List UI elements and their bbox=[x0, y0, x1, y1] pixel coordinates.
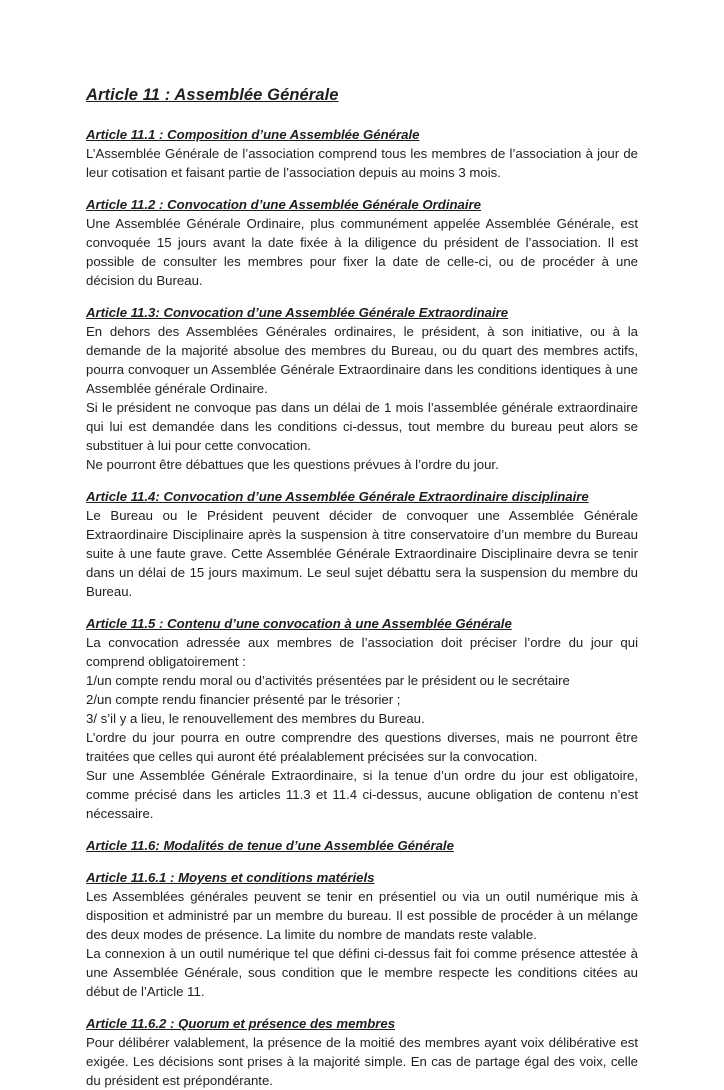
paragraph: Une Assemblée Générale Ordinaire, plus communément appelée Assemblée Générale, est convoquée 15 jours avant la date fixée à la diligence du président de l’association. Il est possible de consulter les membres pour fixer la date de celle-ci, ou de procéder à une décision du Bureau. bbox=[86, 216, 638, 288]
list-item: 2/un compte rendu financier présenté par le trésorier ; bbox=[86, 692, 401, 707]
section-heading-article-11-6: Article 11.6: Modalités de tenue d’une Assemblée Générale bbox=[86, 838, 454, 853]
section-article-11-1 bbox=[86, 125, 638, 182]
paragraph: L’Assemblée Générale de l’association comprend tous les membres de l’association à jour de leur cotisation et faisant partie de l’association depuis au moins 3 mois. bbox=[86, 146, 638, 180]
list-item: 3/ s’il y a lieu, le renouvellement des membres du Bureau. bbox=[86, 711, 425, 726]
section-article-11-5 bbox=[86, 614, 638, 823]
page-title: Article 11 : Assemblée Générale bbox=[86, 86, 339, 104]
list-item: 1/un compte rendu moral ou d’activités présentées par le président ou le secrétaire bbox=[86, 673, 570, 688]
paragraph: Pour délibérer valablement, la présence de la moitié des membres ayant voix délibérative est exigée. Les décisions sont prises à la majorité simple. En cas de partage égal des voix, celle du président est prépondérante. bbox=[86, 1035, 638, 1088]
paragraph: Si le président ne convoque pas dans un délai de 1 mois l’assemblée générale extraordinaire qui lui est demandée dans les conditions ci-dessus, tout membre du bureau peut alors se substituer à lui pour cette convocation. bbox=[86, 400, 638, 453]
section-heading-article-11-3: Article 11.3: Convocation d’une Assemblée Générale Extraordinaire bbox=[86, 305, 509, 320]
section-article-11-3 bbox=[86, 303, 638, 474]
section-article-11-6 bbox=[86, 836, 638, 855]
section-article-11-4 bbox=[86, 487, 638, 601]
section-article-11-6-1 bbox=[86, 868, 638, 1001]
paragraph: L’ordre du jour pourra en outre comprendre des questions diverses, mais ne pourront être traitées que celles qui auront été préalablement précisées sur la convocation. bbox=[86, 730, 638, 764]
paragraph: Les Assemblées générales peuvent se tenir en présentiel ou via un outil numérique mis à disposition et administré par un membre du bureau. Il est possible de procéder à un mélange des deux modes de présence. La limite du nombre de mandats reste valable. bbox=[86, 889, 638, 942]
paragraph: Sur une Assemblée Générale Extraordinaire, si la tenue d’un ordre du jour est obligatoire, comme précisé dans les articles 11.3 et 11.4 ci-dessus, aucune obligation de contenu n’est nécessaire. bbox=[86, 768, 638, 821]
paragraph: En dehors des Assemblées Générales ordinaires, le président, à son initiative, ou à la demande de la majorité absolue des membres du Bureau, ou du quart des membres actifs, pourra convoquer un Assemblée Générale Extraordinaire dans les conditions identiques à une Assemblée générale Ordinaire. bbox=[86, 324, 638, 396]
paragraph: La connexion à un outil numérique tel que défini ci-dessus fait foi comme présence attestée à une Assemblée Générale, sous condition que le membre respecte les conditions citées au début de l’Article 11. bbox=[86, 946, 638, 999]
paragraph: Le Bureau ou le Président peuvent décider de convoquer une Assemblée Générale Extraordinaire Disciplinaire après la suspension à titre conservatoire d’un membre du Bureau suite à une faute grave. Cette Assemblée Générale Extraordinaire Disciplinaire devra se tenir dans un délai de 15 jours maximum. Le seul sujet débattu sera la suspension du membre du Bureau. bbox=[86, 508, 638, 599]
section-heading-article-11-4: Article 11.4: Convocation d’une Assemblée Générale Extraordinaire disciplinaire bbox=[86, 489, 589, 504]
section-heading-article-11-5: Article 11.5 : Contenu d’une convocation à une Assemblée Générale bbox=[86, 616, 512, 631]
section-heading-article-11-6-1: Article 11.6.1 : Moyens et conditions matériels bbox=[86, 870, 375, 885]
section-heading-article-11-6-2: Article 11.6.2 : Quorum et présence des membres bbox=[86, 1016, 396, 1031]
paragraph: La convocation adressée aux membres de l’association doit préciser l’ordre du jour qui comprend obligatoirement : bbox=[86, 635, 638, 669]
section-article-11-6-2 bbox=[86, 1014, 638, 1090]
paragraph: Ne pourront être débattues que les questions prévues à l’ordre du jour. bbox=[86, 457, 499, 472]
section-heading-article-11-1: Article 11.1 : Composition d’une Assemblée Générale bbox=[86, 127, 420, 142]
section-article-11-2 bbox=[86, 195, 638, 290]
section-heading-article-11-2: Article 11.2 : Convocation d’une Assemblée Générale Ordinaire bbox=[86, 197, 482, 212]
